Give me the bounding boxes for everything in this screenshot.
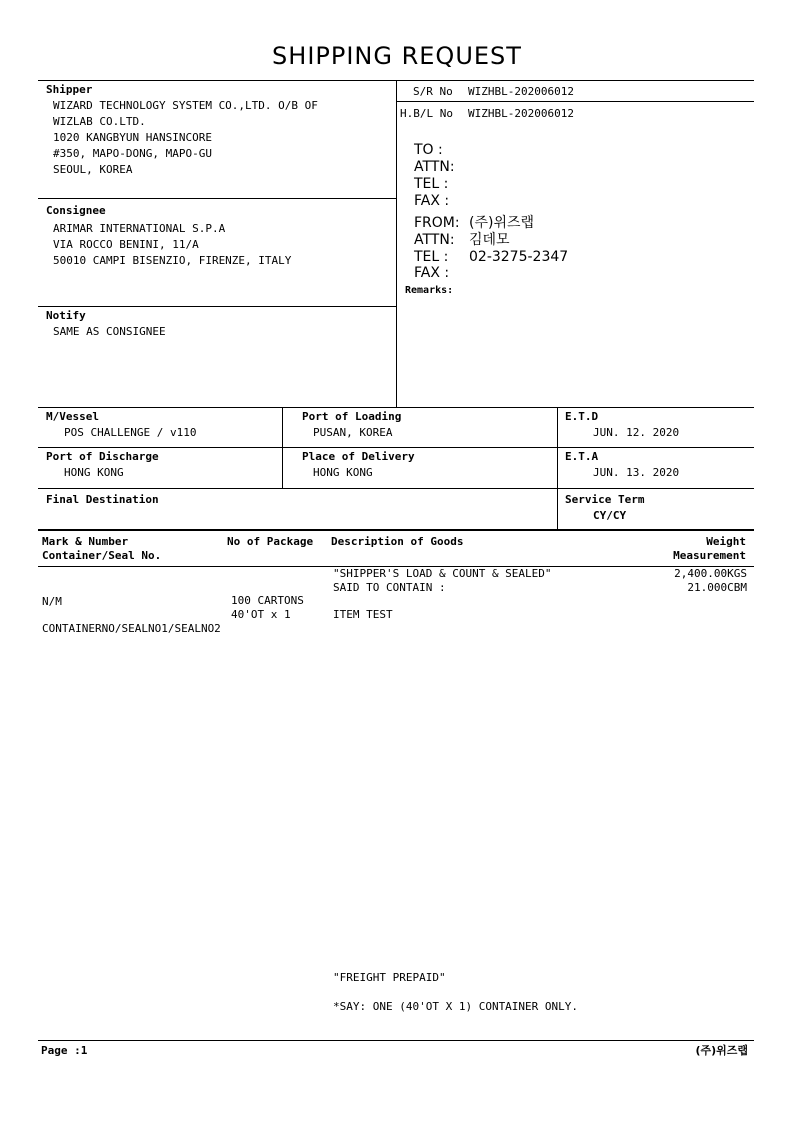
mid-divider (557, 407, 558, 529)
shipper-line: WIZLAB CO.LTD. (53, 115, 146, 128)
from-value: (주)위즈랩 (469, 215, 535, 231)
weight-header: Weight (706, 535, 746, 548)
from-tel-label: TEL : (414, 249, 449, 265)
item-value: ITEM TEST (333, 608, 393, 621)
shipper-line: #350, MAPO-DONG, MAPO-GU (53, 147, 212, 160)
container-seal-value: CONTAINERNO/SEALNO1/SEALNO2 (42, 622, 221, 635)
port-loading-value: PUSAN, KOREA (313, 426, 393, 439)
eta-value: JUN. 13. 2020 (593, 466, 680, 479)
place-delivery-value: HONG KONG (313, 466, 373, 479)
mid-row-border (38, 447, 754, 448)
freight-text: "FREIGHT PREPAID" (333, 971, 446, 984)
consignee-label: Consignee (46, 204, 106, 217)
sr-no-underline (396, 101, 754, 102)
to-fax-label: FAX : (414, 193, 450, 209)
etd-value: JUN. 12. 2020 (593, 426, 680, 439)
etd-label: E.T.D (565, 410, 599, 423)
sr-no-label: S/R No (413, 85, 453, 98)
packages-header: No of Package (227, 535, 314, 548)
page-title: SHIPPING REQUEST (272, 42, 522, 70)
shipper-line: 1020 KANGBYUN HANSINCORE (53, 131, 212, 144)
from-attn-value: 김데모 (469, 232, 510, 248)
final-destination-label: Final Destination (46, 493, 159, 506)
footer-border (38, 1040, 754, 1041)
mid-divider (282, 407, 283, 488)
port-discharge-label: Port of Discharge (46, 450, 159, 463)
to-tel-label: TEL : (414, 176, 449, 192)
service-term-value: CY/CY (593, 509, 627, 522)
say-text: *SAY: ONE (40'OT X 1) CONTAINER ONLY. (333, 1000, 579, 1013)
consignee-line: VIA ROCCO BENINI, 11/A (53, 238, 199, 251)
measurement-header: Measurement (673, 549, 746, 562)
shipper-bottom-border (38, 198, 396, 199)
description-header: Description of Goods (331, 535, 464, 548)
container-type-value: 40'OT x 1 (231, 608, 291, 621)
service-term-label: Service Term (565, 493, 645, 506)
to-label: TO : (414, 142, 443, 158)
container-seal-header: Container/Seal No. (42, 549, 162, 562)
to-attn-label: ATTN: (414, 159, 455, 175)
hbl-no-value: WIZHBL-202006012 (468, 107, 574, 120)
from-tel-value: 02-3275-2347 (469, 249, 569, 265)
port-loading-label: Port of Loading (302, 410, 402, 423)
shipper-line: WIZARD TECHNOLOGY SYSTEM CO.,LTD. O/B OF (53, 99, 318, 112)
footer-company: (주)위즈랩 (695, 1044, 748, 1057)
vessel-label: M/Vessel (46, 410, 99, 423)
mid-row-border (38, 488, 754, 489)
mid-bottom-border (38, 529, 754, 531)
said-to-contain-text: SAID TO CONTAIN : (333, 581, 446, 594)
remarks-label: Remarks: (405, 285, 454, 296)
mark-number-header: Mark & Number (42, 535, 129, 548)
measurement-value: 21.000CBM (687, 581, 747, 594)
shipper-line: SEOUL, KOREA (53, 163, 133, 176)
shipper-address (53, 98, 318, 178)
notify-label: Notify (46, 309, 86, 322)
mid-top-border (38, 407, 754, 408)
from-attn-label: ATTN: (414, 232, 455, 248)
packages-value: 100 CARTONS (231, 594, 304, 607)
from-fax-label: FAX : (414, 265, 450, 281)
eta-label: E.T.A (565, 450, 599, 463)
page-number: Page :1 (41, 1044, 88, 1057)
consignee-line: ARIMAR INTERNATIONAL S.P.A (53, 222, 226, 235)
consignee-line: 50010 CAMPI BISENZIO, FIRENZE, ITALY (53, 254, 292, 267)
sr-no-value: WIZHBL-202006012 (468, 85, 574, 98)
consignee-bottom-border (38, 306, 396, 307)
shipper-label: Shipper (46, 83, 93, 96)
place-delivery-label: Place of Delivery (302, 450, 415, 463)
shipper-load-text: "SHIPPER'S LOAD & COUNT & SEALED" (333, 567, 552, 580)
marks-value: N/M (42, 595, 62, 608)
hbl-no-label: H.B/L No (400, 107, 453, 120)
weight-value: 2,400.00KGS (674, 567, 747, 580)
notify-value: SAME AS CONSIGNEE (53, 325, 166, 338)
from-label: FROM: (414, 215, 460, 231)
consignee-address (53, 221, 291, 269)
top-divider (396, 80, 397, 407)
port-discharge-value: HONG KONG (64, 466, 124, 479)
vessel-value: POS CHALLENGE / v110 (64, 426, 197, 439)
